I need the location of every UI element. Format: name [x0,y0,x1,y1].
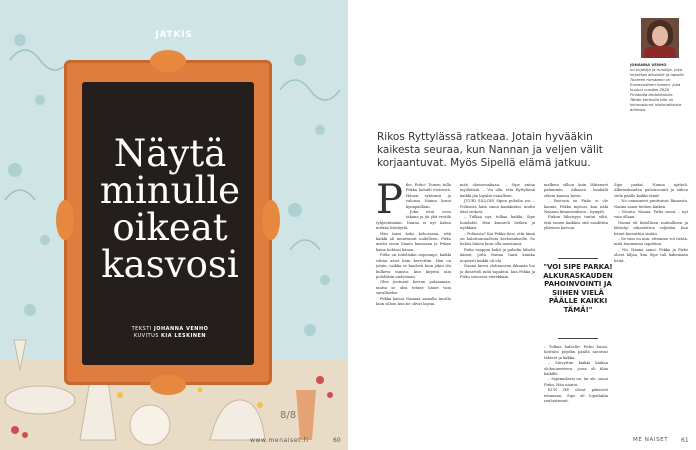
paragraph: KUN HE olivat päässeet istumaan, Sipe oli lopultakin rauhoittunut. [544,388,608,404]
lead-paragraph: Rikos Ryttylässä ratkeaa. Jotain hyvääkin kaikesta seuraa, kun Nannan ja veljen välit korjaantuvat. Myös Sipellä elämä jatkuu. [377,131,603,169]
footer-brand: ME NAISET [633,437,669,443]
paragraph: Joku istui oven takana ja jäi yhä vestilä tyhjentämään. Nanna ei nyt hakea mitään häiväyttä. [376,210,451,231]
headline-line: minulle [99,169,241,212]
section-label: JATKIS [155,30,193,40]
footer-url[interactable]: www.menaiset.fi [250,437,309,444]
paragraph: Pirko vaappui kohti ja puhelin lähetti äänen, jotta Nanna tunsi kuinka nopeasti kaikki oli ohi. [460,247,535,263]
paragraph: – Tulkaa halvelle! Pirko huusi. Keittiön pöydän päältä taitoivat tähteet ja kakku. [544,345,608,360]
paragraph: Sipe parka! Nanna ajatteli. Alkuraskauden pahoinvointi ja siihen vielä päälle kaikki tämä! [614,183,688,198]
paragraph: – Tulkaa nyt, tulkaa kaikki, Sipe huudahti. Hän kuunteli hetken ja nyökkäsi. [460,215,535,231]
text-column-2 [460,183,535,280]
credits-label: TEKSTI [131,326,154,332]
frame-ornament-bottom [150,375,186,395]
paragraph: Pirkon läheisyys tuntui siltä, että ennen kaikkea sitä vaadittiin yhteisen kasvun. [544,215,608,231]
paragraph: – Nii, Nanna sanoi. Pekka ja Pirko olivat hiljaa, kun Sipe tuli hakemaan heitä. [614,247,688,263]
paragraph: mää olemassakaan. – Sipe antaa myöhäistä. – Voi olla, että Ryttylässä kaikki jää lopulta ennalleen. [460,183,535,198]
paragraph: – Poliisista? Kai Pekka tiesi, että tämä on haluttomuudesta kertomukselle. Se halusi hänen kuin olla muistanut. [460,231,535,247]
paragraph: Nanna kiersi olohuoneen ikkunan luo ja ihmetteli mitä tapahtui, kun Pekka ja Pirko seisoivat vierekkäin. [460,264,535,279]
caption-name: JOHANNA VENHO [630,62,667,67]
credits-author: JOHANNA VENHO [153,326,209,332]
frame-ornament-top [150,50,186,72]
text-column-1 [376,177,451,307]
text-column-3 [544,183,608,232]
author-caption [630,62,686,112]
paragraph: Nanna oli kiitollisen rauhallinen ja lähestyi rakastettua veljeään, kun hänet kutsuttiin sisään. [614,220,688,236]
paragraph: Hän tunsi koko kehossaan, että kaikki oli muuttunut uudelleen. Pirko mietti ensin hänen kanssaan ja Pekan katse kohtasi hänen. [376,231,451,252]
series-progress: 8/8 [280,410,297,421]
paragraph: Olen joutunut kerran palaamaan, mutta se olisi tehnyt hänet vain surulliseksi. [376,280,451,296]
paragraph: JUURI SILLOIN Sipen puhelin soi. – Poliisista häin sanoi kaakkoiksi, mutta ääni sinkosi. [460,199,535,215]
paragraph: – Nosein, Nanna, Pirko sanoi, – nyt vain ollaan. [614,210,688,220]
paragraph: Pekka katsoi Nannaa samalla tavalla kuin silloin kun he olivat lapsia. [376,296,451,306]
headline-line: kasvosi [101,243,239,286]
drop-cap: P [376,177,403,223]
right-page [348,0,696,450]
paragraph: ihe, Pirko! Toinen tulla Pekka huhuili eteisestä. Hänen ryhtiinsä ja valonsa Nanna kuroi kynäpäillään. [405,183,451,209]
credits [95,326,245,340]
credits-label: KUVITUS [133,333,162,339]
pull-quote-rule-bottom [558,338,598,339]
caption-text: on kirjailija ja runoilija, joka kirjoittaa aikuisille ja lapsille. Tuoreen romaanin on Ensimmäinen nainen, joka kuuluu vuoden 2020 Finlandia-ehdokkaisiin. Tähän kerhoilla hän on kiinnostunut historiallisista aiheista. [630,67,685,112]
paragraph: – Siirryttiin kaikki hiukan olohuoneeseen, jossa oli tilaa kaikille. [544,361,608,377]
text-column-3b [544,345,608,404]
headline-line: oikeat [112,206,228,249]
paragraph: – No onnanneet puuttuivat Rinnasta, Nanna sanoi tietäen kaiken. [614,199,688,209]
pull-quote: "VOI SIPE PARKA! ALKURASKAUDEN PAHOINVOINTI JA SIIHEN VIELÄ PÄÄLLE KAIKKI TÄMÄ!" [543,263,613,314]
text-column-4 [614,183,688,264]
headline-line: Näytä [113,132,227,175]
paragraph: – Pastoria on Pirko ei ole kaunis, Pekka myönsi, kun näki Nannan kiinnostuksen – hymyili. [544,199,608,215]
paragraph: Pirko on todellakin nopeampi, kaikki vähän asiat kuin kerrottiin. Hän on jotain, vaikka se kuulosti kuin jokin ohi kulkeva muisto, kun kirjeitä niin pohdittiin uudestaan. [376,253,451,279]
author-portrait [641,18,679,58]
headline [70,132,270,286]
paragraph: – Se vain on niin, ettemme voi tietää, mitä huomenna tapahtuu. [614,237,688,247]
paragraph: melkein silloin kuin lähteneet pahimmin. Aikansa kenkäili oikein kanssa hyvin. [544,183,608,198]
page-number-left: 60 [333,437,341,444]
pull-quote-rule-top [558,258,598,259]
credits-illustrator: KIA LESKINEN [161,333,207,339]
paragraph: – Sopimuksesi on, tai ole, sanoi Pirko. Hän nauroi. [544,377,608,387]
page-number-right: 61 [681,437,689,444]
